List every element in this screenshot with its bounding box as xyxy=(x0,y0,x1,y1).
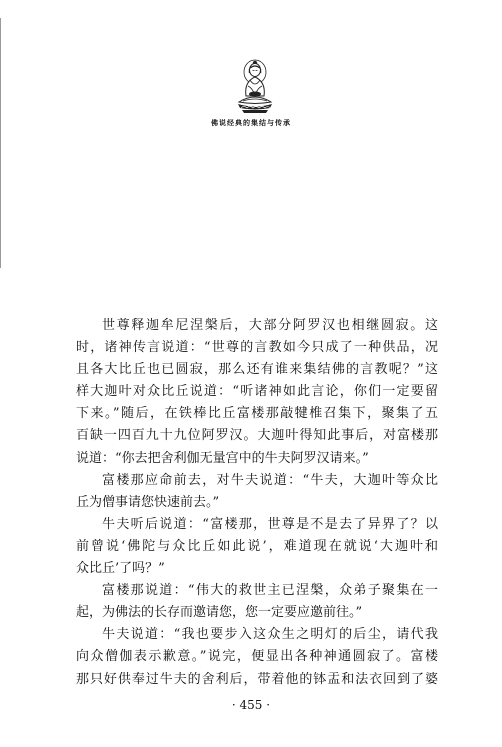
paragraph-line: 那只好供奉过牛夫的舍利后，带着他的钵盂和法衣回到了婆 xyxy=(76,671,438,687)
paragraph-line: 世尊释迦牟尼涅槃后，大部分阿罗汉也相继圆寂。这 xyxy=(102,318,438,333)
paragraph-line: 众比丘’了吗？” xyxy=(76,561,165,577)
paragraph-line: 时，诸神传言说道：“世尊的言教如今只成了一种供品，况 xyxy=(76,340,438,356)
paragraph-line: 说道：“你去把舍利伽无量宫中的牛夫阿罗汉请来。” xyxy=(76,450,369,466)
page-edge-rule xyxy=(0,18,1,268)
paragraph-line: 富楼那说道：“伟大的救世主已涅槃，众弟子聚集在一 xyxy=(102,583,438,599)
paragraph-line: 样大迦叶对众比丘说道：“听诸神如此言论，你们一定要留 xyxy=(76,384,438,400)
paragraph-line: 向众僧伽表示歉意。”说完，便显出各种神通圆寂了。富楼 xyxy=(76,649,438,665)
paragraph-line: 下来。”随后，在铁棒比丘富楼那敲犍椎召集下，聚集了五 xyxy=(76,406,438,422)
paragraph-line: 丘为僧事请您快速前去。” xyxy=(76,494,220,510)
paragraph-line: 百缺一四百九十九位阿罗汉。大迦叶得知此事后，对富楼那 xyxy=(76,428,438,444)
paragraph-line: 且各大比丘也已圆寂，那么还有谁来集结佛的言教呢？”这 xyxy=(76,362,438,378)
main-body-text xyxy=(76,315,438,691)
paragraph-line: 富楼那应命前去，对牛夫说道：“牛夫，大迦叶等众比 xyxy=(102,472,438,488)
paragraph-line: 前曾说‘佛陀与众比丘如此说’，难道现在就说‘大迦叶和 xyxy=(76,538,438,554)
paragraph-line: 起，为佛法的长存而邀请您，您一定要应邀前往。” xyxy=(76,605,363,621)
paragraph-line: 牛夫听后说道：“富楼那，世尊是不是去了异界了？以 xyxy=(102,516,438,532)
paragraph-line: 牛夫说道：“我也要步入这众生之明灯的后尘，请代我 xyxy=(102,627,438,643)
running-header-caption: 佛说经典的集结与传承 xyxy=(211,118,291,127)
page-number: · 455 · xyxy=(231,698,271,712)
seated-buddha-icon xyxy=(232,58,278,114)
